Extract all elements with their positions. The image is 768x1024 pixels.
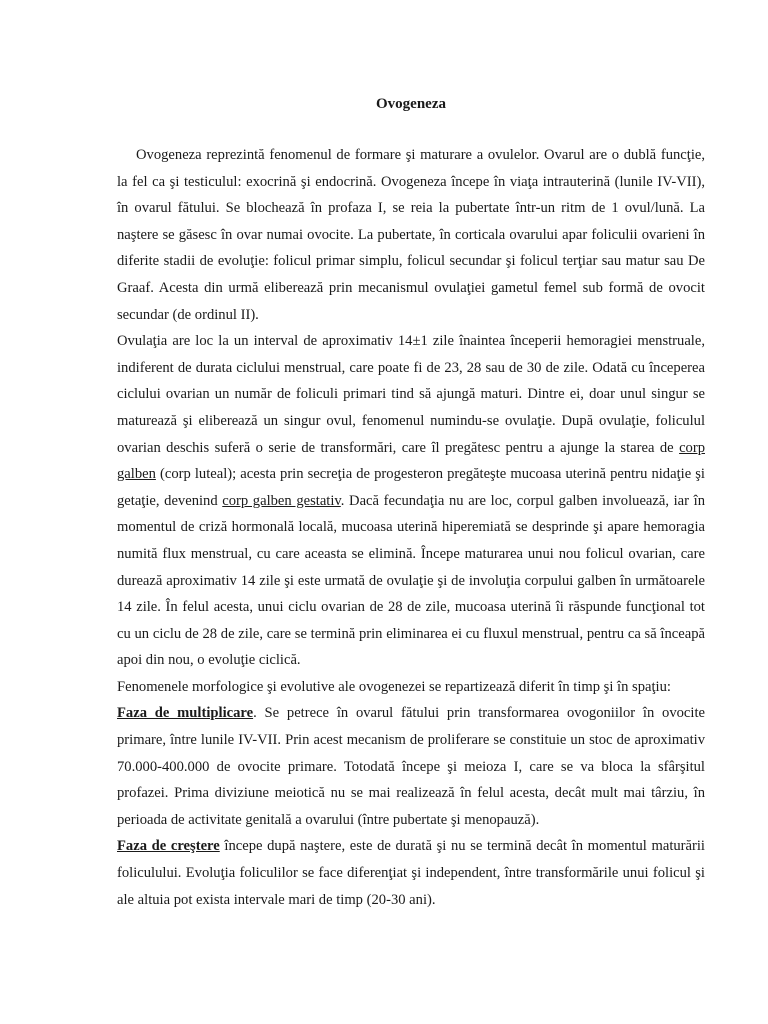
link-corp-galben[interactable]: corp galben xyxy=(117,439,705,483)
paragraph-multiplication-text: . Se petrece în ovarul fătului prin transformarea ovogoniilor în ovocite primare, între lunile IV-VII. Prin acest mecanism de proliferare se constituie un stoc de aproximativ 70.000-400.000 de ovocite primare. Totodată începe şi meioza I, care se va bloca la sfârşitul profazei. Prima diviziune meiotică nu se mai realizează în felul acesta, decât mult mai târziu, în perioada de activitate genitală a ovarului (între pubertate şi menopauză). xyxy=(117,705,705,828)
paragraph-phenomena xyxy=(117,674,705,701)
paragraph-growth-phase xyxy=(117,833,705,913)
paragraph-ovulation xyxy=(117,328,705,674)
paragraph-ovulation-text-c: . Dacă fecundaţia nu are loc, corpul galben involuează, iar în momentul de criză hormonală locală, mucoasa uterină hiperemiată se desprinde şi apare hemoragia numită flux menstrual, cu care aceasta se elimină. Începe maturarea unui nou folicul ovarian, care durează aproximativ 14 zile şi este urmată de ovulaţie şi de involuţia corpului galben în următoarele 14 zile. În felul acesta, unui ciclu ovarian de 28 de zile, mucoasa uterină îi răspunde funcţional tot cu un ciclu de 28 de zile, care se termină prin eliminarea ei cu fluxul menstrual, pentru ca să înceapă apoi din nou, o evoluţie ciclică. xyxy=(117,492,705,669)
paragraph-phenomena-text: Fenomenele morfologice şi evolutive ale ovogenezei se repartizează diferit în timp şi în spaţiu: xyxy=(117,678,671,695)
paragraph-multiplication-phase xyxy=(117,700,705,833)
link-corp-galben-gestativ[interactable]: corp galben gestativ xyxy=(222,492,341,509)
paragraph-ovulation-text-b: (corp luteal); acesta prin secreţia de progesteron pregăteşte mucoasa uterină pentru nidaţie şi getaţie, devenind xyxy=(117,466,705,509)
paragraph-ovulation-text-a: Ovulaţia are loc la un interval de aproximativ 14±1 zile înaintea începerii hemoragiei menstruale, indiferent de durata ciclului menstrual, care poate fi de 23, 28 sau de 30 de zile. Odată cu începerea ciclului ovarian un număr de foliculi primari tind să ajungă maturi. Dintre ei, doar unul singur se maturează şi eliberează un singur ovul, fenomenul numindu-se ovulaţie. După ovulaţie, foliculul ovarian deschis suferă o serie de transformări, care îl pregătesc pentru a ajunge la starea de xyxy=(117,333,705,456)
paragraph-growth-text: începe după naştere, este de durată şi nu se termină decât în momentul maturării foliculului. Evoluţia foliculilor se face diferenţiat şi independent, între transformările unui folicul şi ale altuia pot exista intervale mari de timp (20-30 ani). xyxy=(117,838,705,908)
heading-growth-phase: Faza de creştere xyxy=(117,838,220,855)
heading-multiplication-phase: Faza de multiplicare xyxy=(117,705,254,722)
paragraph-intro-text: Ovogeneza reprezintă fenomenul de formare şi maturare a ovulelor. Ovarul are o dublă funcţie, la fel ca şi testiculul: exocrină şi endocrină. Ovogeneza începe în viaţa intrauterină (lunile IV-VII), în ovarul fătului. Se blochează în profaza I, se reia la pubertate într-un ritm de 1 ovul/lună. La naştere se găsesc în ovar numai ovocite. La pubertate, în corticala ovarului apar foliculii ovarieni în diferite stadii de evoluţie: folicul primar simplu, folicul secundar şi folicul terţiar sau matur sau De Graaf. Acesta din urmă eliberează prin mecanismul ovulaţiei gametul femel sub formă de ovocit secundar (de ordinul II). xyxy=(117,147,705,323)
document-title: Ovogeneza xyxy=(376,96,446,112)
paragraph-intro xyxy=(117,142,705,328)
